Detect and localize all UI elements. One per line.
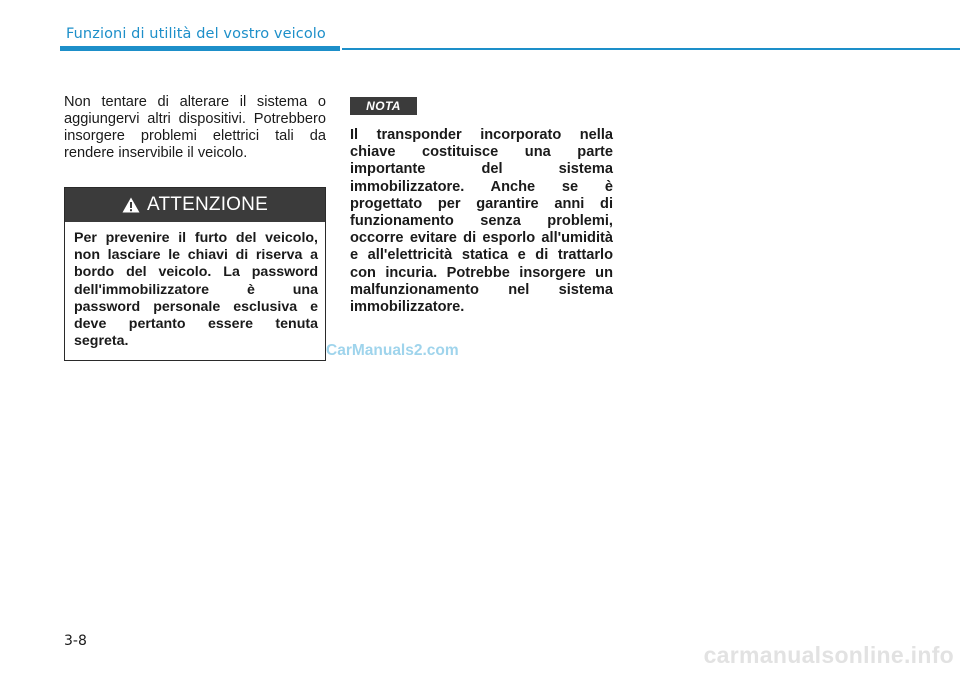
warning-header	[65, 188, 325, 222]
note-badge: NOTA	[350, 97, 417, 115]
warning-triangle-icon	[122, 197, 140, 213]
page-number: 3-8	[64, 633, 87, 649]
warning-title: ATTENZIONE	[147, 194, 268, 215]
warning-text: Per prevenire il furto del veicolo, non lasciare le chiavi di riserva a bordo del veicolo. La password dell'immobilizzatore è una password personale esclusiva e deve pertanto essere tenuta segreta.	[74, 230, 318, 350]
header-rule-thin	[342, 48, 960, 50]
watermark-carmanuals: CarManuals2.com	[326, 342, 459, 359]
footer-watermark: carmanualsonline.info	[703, 642, 954, 668]
section-title: Funzioni di utilità del vostro veicolo	[66, 26, 326, 42]
note-text: Il transponder incorporato nella chiave costituisce una parte importante del sistema immobilizzatore. Anche se è progettato per garantire anni di funzionamento senza problemi, occorre evitare di esporlo all'umidità e all'elettricità statica e di trattarlo con incuria. Potrebbe insorgere un malfunzionamento nel sistema immobilizzatore.	[350, 127, 613, 316]
warning-box	[64, 187, 326, 361]
header-rule-thick	[60, 46, 340, 51]
body-paragraph-left: Non tentare di alterare il sistema o aggiungervi altri dispositivi. Potrebbero insorgere problemi elettrici tali da rendere inservibile il veicolo.	[64, 94, 326, 161]
